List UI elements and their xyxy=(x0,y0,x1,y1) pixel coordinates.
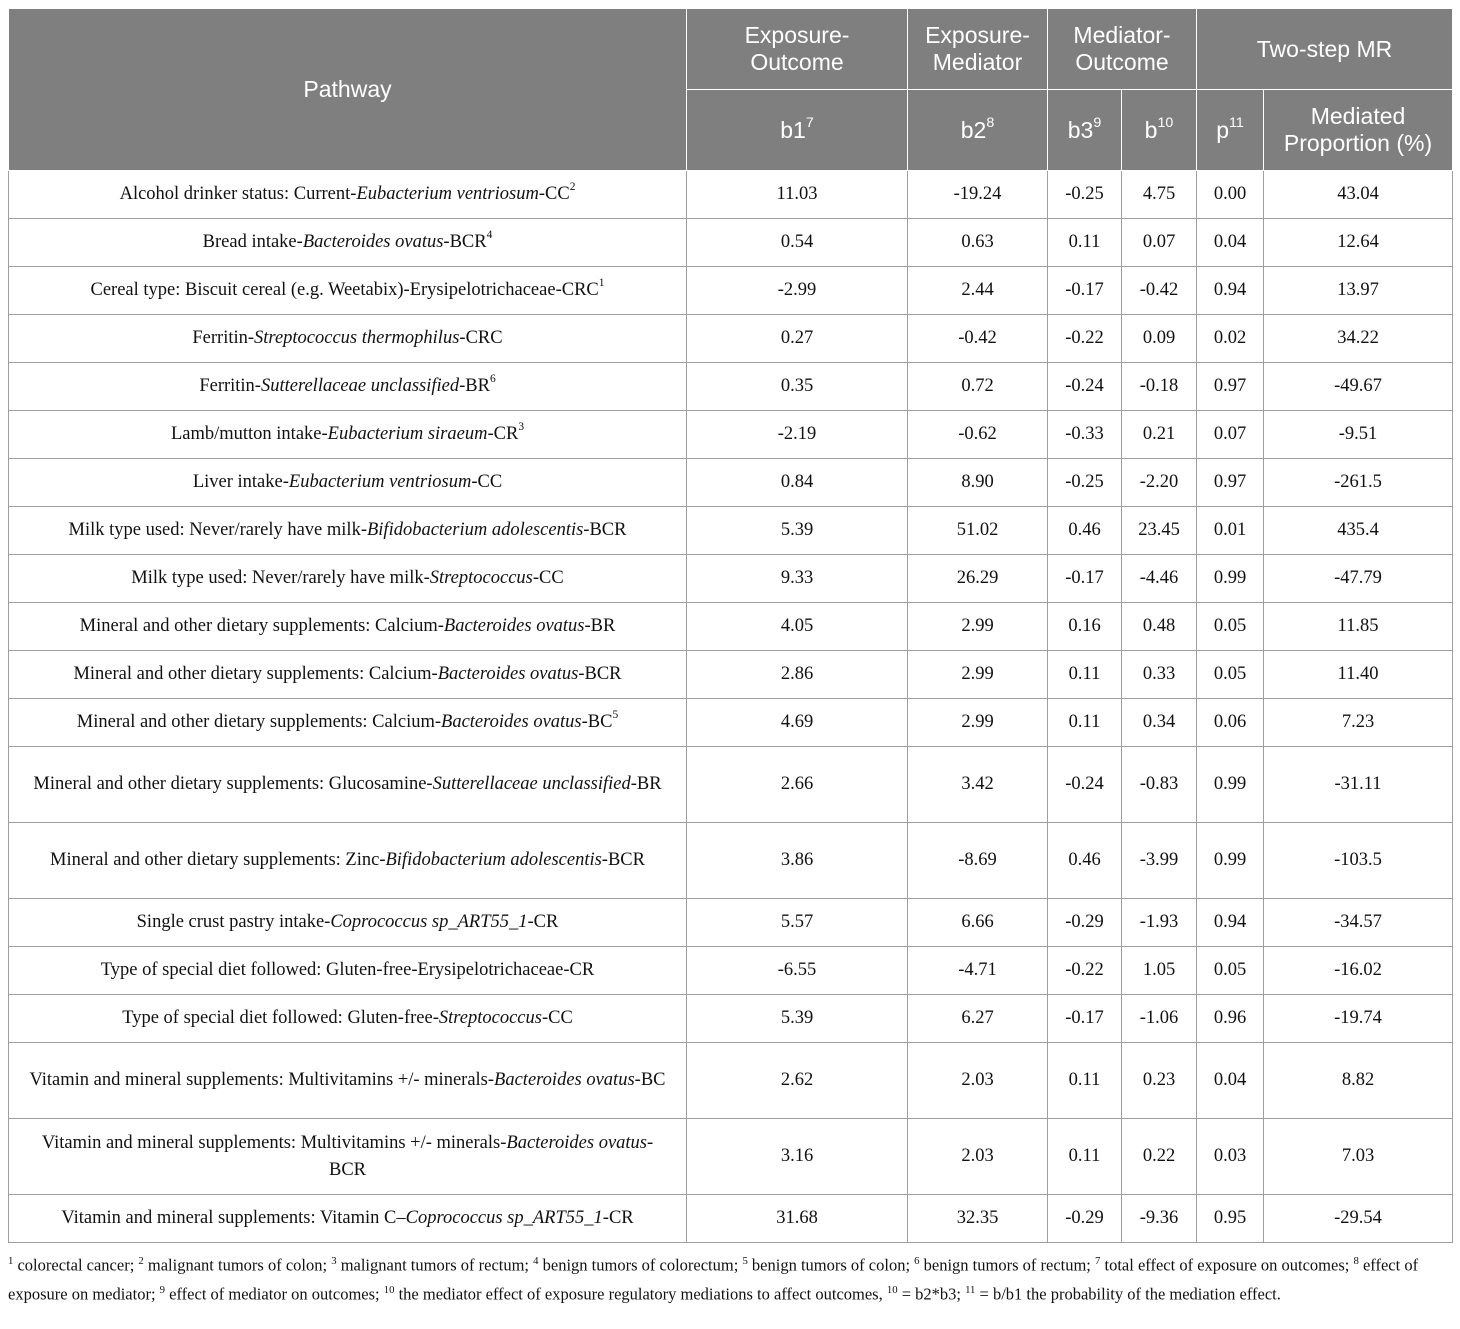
footnotes xyxy=(8,1243,1452,1306)
header-p-sup: 11 xyxy=(1229,114,1244,131)
table-row xyxy=(9,947,1453,995)
cell-p: 0.97 xyxy=(1197,459,1264,507)
pathway-cell xyxy=(9,267,687,315)
cell-b1: 0.54 xyxy=(687,219,908,267)
cell-mp: 43.04 xyxy=(1264,171,1453,219)
cell-b1: 31.68 xyxy=(687,1195,908,1243)
footnote-text: benign tumors of colorectum; xyxy=(538,1255,743,1275)
cell-p: 0.05 xyxy=(1197,651,1264,699)
header-two-step-mr xyxy=(1197,9,1453,90)
table-row xyxy=(9,219,1453,267)
cell-b3: -0.25 xyxy=(1048,459,1122,507)
cell-p: 0.94 xyxy=(1197,899,1264,947)
cell-p: 0.99 xyxy=(1197,747,1264,823)
table-row xyxy=(9,507,1453,555)
header-b xyxy=(1122,90,1197,171)
pathway-text: Mineral and other dietary supplements: Zinc- xyxy=(50,850,386,870)
pathway-cell xyxy=(9,1195,687,1243)
footnote-marker: 4 xyxy=(533,1255,539,1267)
header-mediator-outcome xyxy=(1048,9,1197,90)
cell-mp: -49.67 xyxy=(1264,363,1453,411)
pathway-text: Bread intake- xyxy=(202,232,303,252)
outcome-code: -CC xyxy=(541,1008,573,1028)
cell-b3: 0.11 xyxy=(1048,1119,1122,1195)
cell-mp: -16.02 xyxy=(1264,947,1453,995)
cell-b3: 0.11 xyxy=(1048,699,1122,747)
cell-mp: -261.5 xyxy=(1264,459,1453,507)
table-row xyxy=(9,899,1453,947)
cell-mp: 7.23 xyxy=(1264,699,1453,747)
cell-b2: 2.99 xyxy=(908,651,1048,699)
taxon-name: Streptococcus thermophilus xyxy=(254,328,460,348)
footnote-text: colorectal cancer; xyxy=(13,1255,139,1275)
cell-b: -2.20 xyxy=(1122,459,1197,507)
footnote-ref: 4 xyxy=(486,229,493,242)
table-row xyxy=(9,1043,1453,1119)
cell-b2: 2.99 xyxy=(908,603,1048,651)
footnote-text: malignant tumors of rectum; xyxy=(336,1255,534,1275)
cell-b: -4.46 xyxy=(1122,555,1197,603)
cell-b3: 0.11 xyxy=(1048,651,1122,699)
footnote-text: malignant tumors of colon; xyxy=(143,1255,332,1275)
cell-b: 0.09 xyxy=(1122,315,1197,363)
footnote-marker: 2 xyxy=(138,1255,144,1267)
table-row xyxy=(9,315,1453,363)
pathway-text: Ferritin- xyxy=(192,328,255,348)
footnote-marker: 9 xyxy=(159,1283,166,1296)
header-b2 xyxy=(908,90,1048,171)
outcome-code: -BR xyxy=(630,774,662,794)
pathway-cell xyxy=(9,603,687,651)
cell-b3: 0.11 xyxy=(1048,1043,1122,1119)
table-row xyxy=(9,699,1453,747)
cell-b3: -0.22 xyxy=(1048,315,1122,363)
cell-b2: -19.24 xyxy=(908,171,1048,219)
pathway-text: Vitamin and mineral supplements: Vitamin C– xyxy=(61,1208,406,1228)
cell-mp: 34.22 xyxy=(1264,315,1453,363)
pathway-text: Cereal type: Biscuit cereal (e.g. Weetabix)-Erysipelotrichaceae-CRC xyxy=(90,280,599,300)
outcome-code: -BR xyxy=(459,376,490,396)
taxon-name: Bacteroides ovatus xyxy=(437,664,579,684)
pathway-cell xyxy=(9,823,687,899)
cell-b: -1.06 xyxy=(1122,995,1197,1043)
cell-p: 0.05 xyxy=(1197,947,1264,995)
cell-b1: 3.86 xyxy=(687,823,908,899)
table-body xyxy=(9,171,1453,1243)
cell-b: 0.23 xyxy=(1122,1043,1197,1119)
cell-b1: 5.39 xyxy=(687,507,908,555)
cell-mp: -19.74 xyxy=(1264,995,1453,1043)
cell-b1: 2.62 xyxy=(687,1043,908,1119)
table-row xyxy=(9,459,1453,507)
cell-b3: -0.25 xyxy=(1048,171,1122,219)
table-container xyxy=(8,8,1452,1306)
cell-b1: 0.84 xyxy=(687,459,908,507)
cell-b: 4.75 xyxy=(1122,171,1197,219)
pathway-cell xyxy=(9,995,687,1043)
footnote-text: benign tumors of colon; xyxy=(747,1255,915,1275)
cell-b: 0.07 xyxy=(1122,219,1197,267)
header-b1-sup: 7 xyxy=(805,114,814,131)
footnote-marker: 6 xyxy=(914,1255,920,1267)
footnote-ref: 1 xyxy=(598,277,605,290)
cell-b2: 2.44 xyxy=(908,267,1048,315)
cell-p: 0.96 xyxy=(1197,995,1264,1043)
cell-b2: 2.03 xyxy=(908,1043,1048,1119)
pathway-cell xyxy=(9,899,687,947)
pathway-text: Vitamin and mineral supplements: Multivitamins +/- minerals- xyxy=(41,1132,507,1153)
cell-b1: 2.66 xyxy=(687,747,908,823)
cell-b3: 0.11 xyxy=(1048,219,1122,267)
cell-b3: -0.17 xyxy=(1048,995,1122,1043)
cell-b3: -0.17 xyxy=(1048,555,1122,603)
mediation-table xyxy=(8,8,1453,1243)
taxon-name: Bacteroides ovatus xyxy=(302,232,444,252)
footnote-marker: 7 xyxy=(1095,1255,1101,1267)
header-exposure-mediator xyxy=(908,9,1048,90)
taxon-name: Coprococcus sp_ART55_1 xyxy=(405,1208,603,1228)
cell-b2: 2.99 xyxy=(908,699,1048,747)
footnote-text: the mediator effect of exposure regulatory mediations to affect outcomes, xyxy=(394,1284,887,1303)
footnote-ref: 6 xyxy=(489,373,496,386)
table-row xyxy=(9,267,1453,315)
outcome-code: -CRC xyxy=(459,328,503,348)
cell-b: 0.21 xyxy=(1122,411,1197,459)
cell-b3: -0.29 xyxy=(1048,899,1122,947)
cell-b1: 5.39 xyxy=(687,995,908,1043)
cell-p: 0.99 xyxy=(1197,823,1264,899)
cell-b3: -0.22 xyxy=(1048,947,1122,995)
outcome-code: -BCR xyxy=(583,520,627,540)
cell-b2: 6.66 xyxy=(908,899,1048,947)
cell-b: 0.22 xyxy=(1122,1119,1197,1195)
header-pathway xyxy=(9,9,687,171)
cell-p: 0.94 xyxy=(1197,267,1264,315)
outcome-code: -CR xyxy=(602,1208,634,1228)
cell-b1: -2.99 xyxy=(687,267,908,315)
cell-b2: 2.03 xyxy=(908,1119,1048,1195)
table-row xyxy=(9,171,1453,219)
taxon-name: Bacteroides ovatus xyxy=(443,616,585,636)
header-b3-sup: 9 xyxy=(1093,114,1102,131)
cell-p: 0.04 xyxy=(1197,219,1264,267)
taxon-name: Sutterellaceae unclassified xyxy=(260,376,460,396)
outcome-code: -BC xyxy=(581,712,613,732)
cell-b1: 9.33 xyxy=(687,555,908,603)
header-b2-sup: 8 xyxy=(986,114,995,131)
header-b-sup: 10 xyxy=(1157,114,1174,131)
header-b2-label: b2 xyxy=(960,116,987,143)
header-exposure-outcome xyxy=(687,9,908,90)
taxon-name: Eubacterium ventriosum xyxy=(356,184,539,204)
outcome-code: -BC xyxy=(634,1070,666,1090)
cell-mp: 7.03 xyxy=(1264,1119,1453,1195)
cell-b2: 32.35 xyxy=(908,1195,1048,1243)
taxon-name: Streptococcus xyxy=(429,568,533,588)
footnote-text: effect of exposure on mediator; xyxy=(8,1255,1419,1303)
header-mediated-proportion-label: Mediated Proportion (%) xyxy=(1283,103,1433,156)
taxon-name: Bacteroides ovatus xyxy=(494,1070,635,1090)
pathway-cell xyxy=(9,1043,687,1119)
cell-p: 0.06 xyxy=(1197,699,1264,747)
cell-p: 0.00 xyxy=(1197,171,1264,219)
cell-mp: -29.54 xyxy=(1264,1195,1453,1243)
pathway-text: Lamb/mutton intake- xyxy=(170,424,328,444)
pathway-text: Mineral and other dietary supplements: Glucosamine- xyxy=(33,774,433,794)
footnote-ref: 5 xyxy=(612,709,619,722)
table-row xyxy=(9,651,1453,699)
header-pathway-label: Pathway xyxy=(303,76,392,102)
cell-b1: 0.27 xyxy=(687,315,908,363)
taxon-name: Eubacterium ventriosum xyxy=(288,472,472,492)
footnote-marker: 11 xyxy=(965,1283,976,1296)
cell-b: -0.18 xyxy=(1122,363,1197,411)
cell-b: 23.45 xyxy=(1122,507,1197,555)
outcome-code: -BCR xyxy=(328,1132,654,1180)
cell-b2: -0.42 xyxy=(908,315,1048,363)
header-b-label: b xyxy=(1144,116,1158,143)
pathway-cell xyxy=(9,947,687,995)
cell-b3: -0.33 xyxy=(1048,411,1122,459)
pathway-text: Type of special diet followed: Gluten-free- xyxy=(122,1008,439,1028)
pathway-cell xyxy=(9,411,687,459)
cell-mp: -103.5 xyxy=(1264,823,1453,899)
cell-b: -0.42 xyxy=(1122,267,1197,315)
cell-b: 0.34 xyxy=(1122,699,1197,747)
cell-b1: 3.16 xyxy=(687,1119,908,1195)
cell-mp: -34.57 xyxy=(1264,899,1453,947)
outcome-code: -CC xyxy=(532,568,564,588)
header-b3-label: b3 xyxy=(1067,116,1094,143)
cell-p: 0.99 xyxy=(1197,555,1264,603)
cell-mp: 435.4 xyxy=(1264,507,1453,555)
taxon-name: Bacteroides ovatus xyxy=(506,1132,647,1153)
pathway-cell xyxy=(9,459,687,507)
cell-mp: 12.64 xyxy=(1264,219,1453,267)
cell-b3: -0.29 xyxy=(1048,1195,1122,1243)
footnote-marker: 8 xyxy=(1353,1255,1359,1267)
pathway-cell xyxy=(9,315,687,363)
pathway-text: Type of special diet followed: Gluten-free-Erysipelotrichaceae-CR xyxy=(100,960,595,980)
cell-b2: -0.62 xyxy=(908,411,1048,459)
table-row xyxy=(9,747,1453,823)
cell-b2: -4.71 xyxy=(908,947,1048,995)
cell-mp: -9.51 xyxy=(1264,411,1453,459)
cell-b2: 0.63 xyxy=(908,219,1048,267)
cell-mp: 8.82 xyxy=(1264,1043,1453,1119)
pathway-text: Vitamin and mineral supplements: Multivitamins +/- minerals- xyxy=(29,1070,495,1090)
footnote-marker: 1 xyxy=(8,1255,14,1267)
taxon-name: Eubacterium siraeum xyxy=(327,424,488,444)
cell-b2: 3.42 xyxy=(908,747,1048,823)
cell-p: 0.01 xyxy=(1197,507,1264,555)
footnote-ref: 2 xyxy=(569,181,576,194)
taxon-name: Coprococcus sp_ART55_1 xyxy=(330,912,528,932)
pathway-cell xyxy=(9,555,687,603)
pathway-text: Single crust pastry intake- xyxy=(136,912,331,932)
cell-p: 0.95 xyxy=(1197,1195,1264,1243)
pathway-text: Mineral and other dietary supplements: Calcium- xyxy=(79,616,444,636)
table-row xyxy=(9,823,1453,899)
header-exposure-mediator-label: Exposure- Mediator xyxy=(925,22,1030,75)
table-row xyxy=(9,995,1453,1043)
table-row xyxy=(9,603,1453,651)
cell-b2: 51.02 xyxy=(908,507,1048,555)
pathway-cell xyxy=(9,363,687,411)
cell-b3: 0.46 xyxy=(1048,507,1122,555)
cell-p: 0.04 xyxy=(1197,1043,1264,1119)
cell-b1: 0.35 xyxy=(687,363,908,411)
cell-mp: 11.85 xyxy=(1264,603,1453,651)
cell-b1: -2.19 xyxy=(687,411,908,459)
cell-b: -3.99 xyxy=(1122,823,1197,899)
cell-b3: -0.17 xyxy=(1048,267,1122,315)
outcome-code: -CR xyxy=(527,912,559,932)
cell-b1: 11.03 xyxy=(687,171,908,219)
taxon-name: Sutterellaceae unclassified xyxy=(432,774,631,794)
cell-b1: 4.05 xyxy=(687,603,908,651)
header-b3 xyxy=(1048,90,1122,171)
cell-b: -9.36 xyxy=(1122,1195,1197,1243)
cell-b2: 0.72 xyxy=(908,363,1048,411)
outcome-code: -BCR xyxy=(578,664,622,684)
outcome-code: -BR xyxy=(584,616,616,636)
cell-b3: 0.16 xyxy=(1048,603,1122,651)
header-b1 xyxy=(687,90,908,171)
footnote-ref: 3 xyxy=(518,421,525,434)
footnote-text: total effect of exposure on outcomes; xyxy=(1100,1255,1354,1275)
pathway-text: Liver intake- xyxy=(192,472,289,492)
pathway-text: Alcohol drinker status: Current- xyxy=(119,184,357,204)
table-row xyxy=(9,1119,1453,1195)
cell-mp: -47.79 xyxy=(1264,555,1453,603)
pathway-text: Mineral and other dietary supplements: Calcium- xyxy=(76,712,442,732)
pathway-text: Ferritin- xyxy=(199,376,261,396)
outcome-code: -BCR xyxy=(601,850,645,870)
outcome-code: -CR xyxy=(487,424,519,444)
cell-p: 0.07 xyxy=(1197,411,1264,459)
cell-b1: 5.57 xyxy=(687,899,908,947)
pathway-cell xyxy=(9,219,687,267)
cell-p: 0.03 xyxy=(1197,1119,1264,1195)
header-p-label: p xyxy=(1216,116,1229,143)
cell-b: 0.48 xyxy=(1122,603,1197,651)
pathway-cell xyxy=(9,507,687,555)
cell-b3: -0.24 xyxy=(1048,363,1122,411)
header-two-step-mr-label: Two-step MR xyxy=(1256,35,1393,62)
table-row xyxy=(9,555,1453,603)
pathway-text: Milk type used: Never/rarely have milk- xyxy=(68,520,367,540)
outcome-code: -BCR xyxy=(443,232,487,252)
outcome-code: -CC xyxy=(538,184,570,204)
cell-b2: 6.27 xyxy=(908,995,1048,1043)
footnote-text: = b/b1 the probability of the mediation effect. xyxy=(975,1284,1281,1303)
pathway-text: Milk type used: Never/rarely have milk- xyxy=(131,568,430,588)
cell-b: 0.33 xyxy=(1122,651,1197,699)
taxon-name: Bacteroides ovatus xyxy=(441,712,582,732)
cell-b2: 26.29 xyxy=(908,555,1048,603)
cell-b2: 8.90 xyxy=(908,459,1048,507)
pathway-cell xyxy=(9,651,687,699)
footnote-marker: 10 xyxy=(383,1283,395,1296)
cell-b3: -0.24 xyxy=(1048,747,1122,823)
cell-p: 0.02 xyxy=(1197,315,1264,363)
cell-b3: 0.46 xyxy=(1048,823,1122,899)
table-row xyxy=(9,363,1453,411)
cell-b: 1.05 xyxy=(1122,947,1197,995)
cell-mp: 13.97 xyxy=(1264,267,1453,315)
cell-mp: -31.11 xyxy=(1264,747,1453,823)
taxon-name: Bifidobacterium adolescentis xyxy=(366,520,584,540)
pathway-cell xyxy=(9,1119,687,1195)
footnote-text: effect of mediator on outcomes; xyxy=(165,1284,384,1303)
taxon-name: Bifidobacterium adolescentis xyxy=(385,850,602,870)
header-mediated-proportion xyxy=(1264,90,1453,171)
cell-b2: -8.69 xyxy=(908,823,1048,899)
cell-b1: -6.55 xyxy=(687,947,908,995)
header-p xyxy=(1197,90,1264,171)
taxon-name: Streptococcus xyxy=(438,1008,542,1028)
header-b1-label: b1 xyxy=(780,116,806,143)
cell-p: 0.05 xyxy=(1197,603,1264,651)
footnote-marker: 10 xyxy=(886,1283,898,1296)
header-exposure-outcome-label: Exposure- Outcome xyxy=(744,22,850,75)
pathway-cell xyxy=(9,747,687,823)
pathway-cell xyxy=(9,171,687,219)
footnote-marker: 3 xyxy=(331,1255,337,1267)
table-row xyxy=(9,411,1453,459)
table-row xyxy=(9,1195,1453,1243)
footnote-text: = b2*b3; xyxy=(897,1284,966,1303)
pathway-cell xyxy=(9,699,687,747)
cell-p: 0.97 xyxy=(1197,363,1264,411)
footnote-marker: 5 xyxy=(742,1255,748,1267)
cell-b1: 4.69 xyxy=(687,699,908,747)
header-mediator-outcome-label: Mediator- Outcome xyxy=(1073,22,1171,75)
cell-b1: 2.86 xyxy=(687,651,908,699)
cell-mp: 11.40 xyxy=(1264,651,1453,699)
pathway-text: Mineral and other dietary supplements: Calcium- xyxy=(73,664,438,684)
cell-b: -0.83 xyxy=(1122,747,1197,823)
footnote-text: benign tumors of rectum; xyxy=(919,1255,1096,1275)
outcome-code: -CC xyxy=(471,472,503,492)
cell-b: -1.93 xyxy=(1122,899,1197,947)
